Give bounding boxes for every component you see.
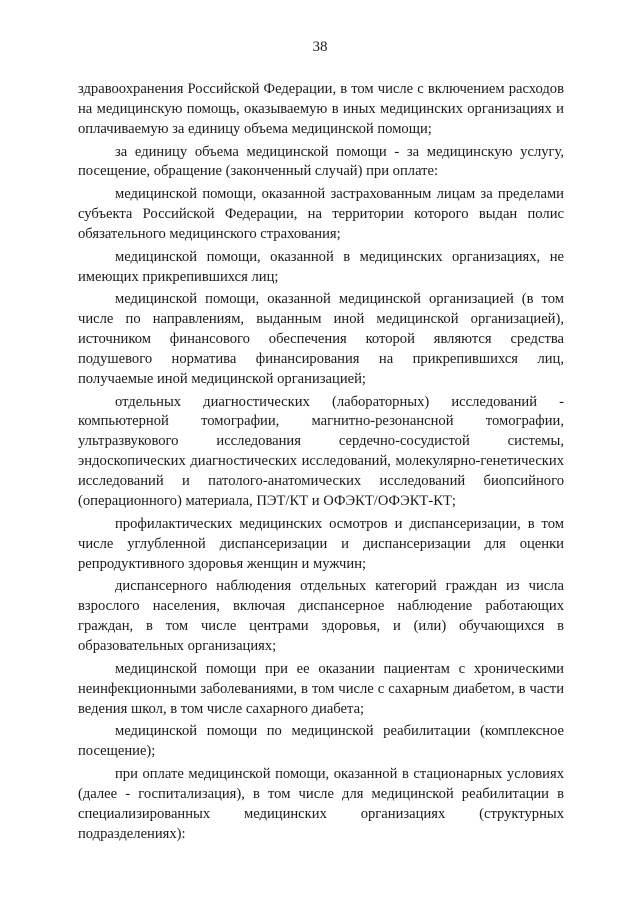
paragraph: медицинской помощи при ее оказании пациентам с хроническими неинфекционными заболеваниями, в том числе с сахарным диабетом, в части ведения школ, в том числе сахарного диабета;: [78, 660, 564, 717]
paragraph: медицинской помощи по медицинской реабилитации (комплексное посещение);: [78, 723, 564, 760]
document-body: [78, 80, 564, 847]
paragraph: за единицу объема медицинской помощи - за медицинскую услугу, посещение, обращение (законченный случай) при оплате:: [78, 143, 564, 180]
paragraph: медицинской помощи, оказанной застрахованным лицам за пределами субъекта Российской Федерации, на территории которого выдан полис обязательного медицинского страхования;: [78, 186, 564, 242]
paragraph: медицинской помощи, оказанной медицинской организацией (в том числе по направлениям, выданным иной медицинской организацией), источником финансового обеспечения которой являются средства подушевого норматива финансирования на прикрепившихся лиц, получаемые иной медицинской организацией;: [78, 291, 564, 387]
page-number: 38: [312, 39, 328, 55]
paragraph: здравоохранения Российской Федерации, в том числе с включением расходов на медицинскую помощь, оказываемую в иных медицинских организациях и оплачиваемую за единицу объема медицинской помощи;: [78, 81, 564, 137]
paragraph: диспансерного наблюдения отдельных категорий граждан из числа взрослого населения, включая диспансерное наблюдение работающих граждан, в том числе центрами здоровья, и (или) обучающихся в образовательных организациях;: [78, 578, 564, 655]
paragraph: профилактических медицинских осмотров и диспансеризации, в том числе углубленной диспансеризации и диспансеризации для оценки репродуктивного здоровья женщин и мужчин;: [78, 515, 564, 572]
paragraph: отдельных диагностических (лабораторных) исследований - компьютерной томографии, магнитно-резонансной томографии, ультразвукового исследования сердечно-сосудистой системы, эндоскопических диагностических исследований, молекулярно-генетических исследований и патолого-анатомических исследований биопсийного (операционного) материала, ПЭТ/КТ и ОФЭКТ/ОФЭКТ-КТ;: [78, 393, 564, 510]
paragraph: медицинской помощи, оказанной в медицинских организациях, не имеющих прикрепившихся лиц;: [78, 248, 564, 285]
paragraph: при оплате медицинской помощи, оказанной в стационарных условиях (далее - госпитализация), в том числе для медицинской реабилитации в специализированных медицинских организациях (структурных подразделениях):: [78, 765, 564, 842]
